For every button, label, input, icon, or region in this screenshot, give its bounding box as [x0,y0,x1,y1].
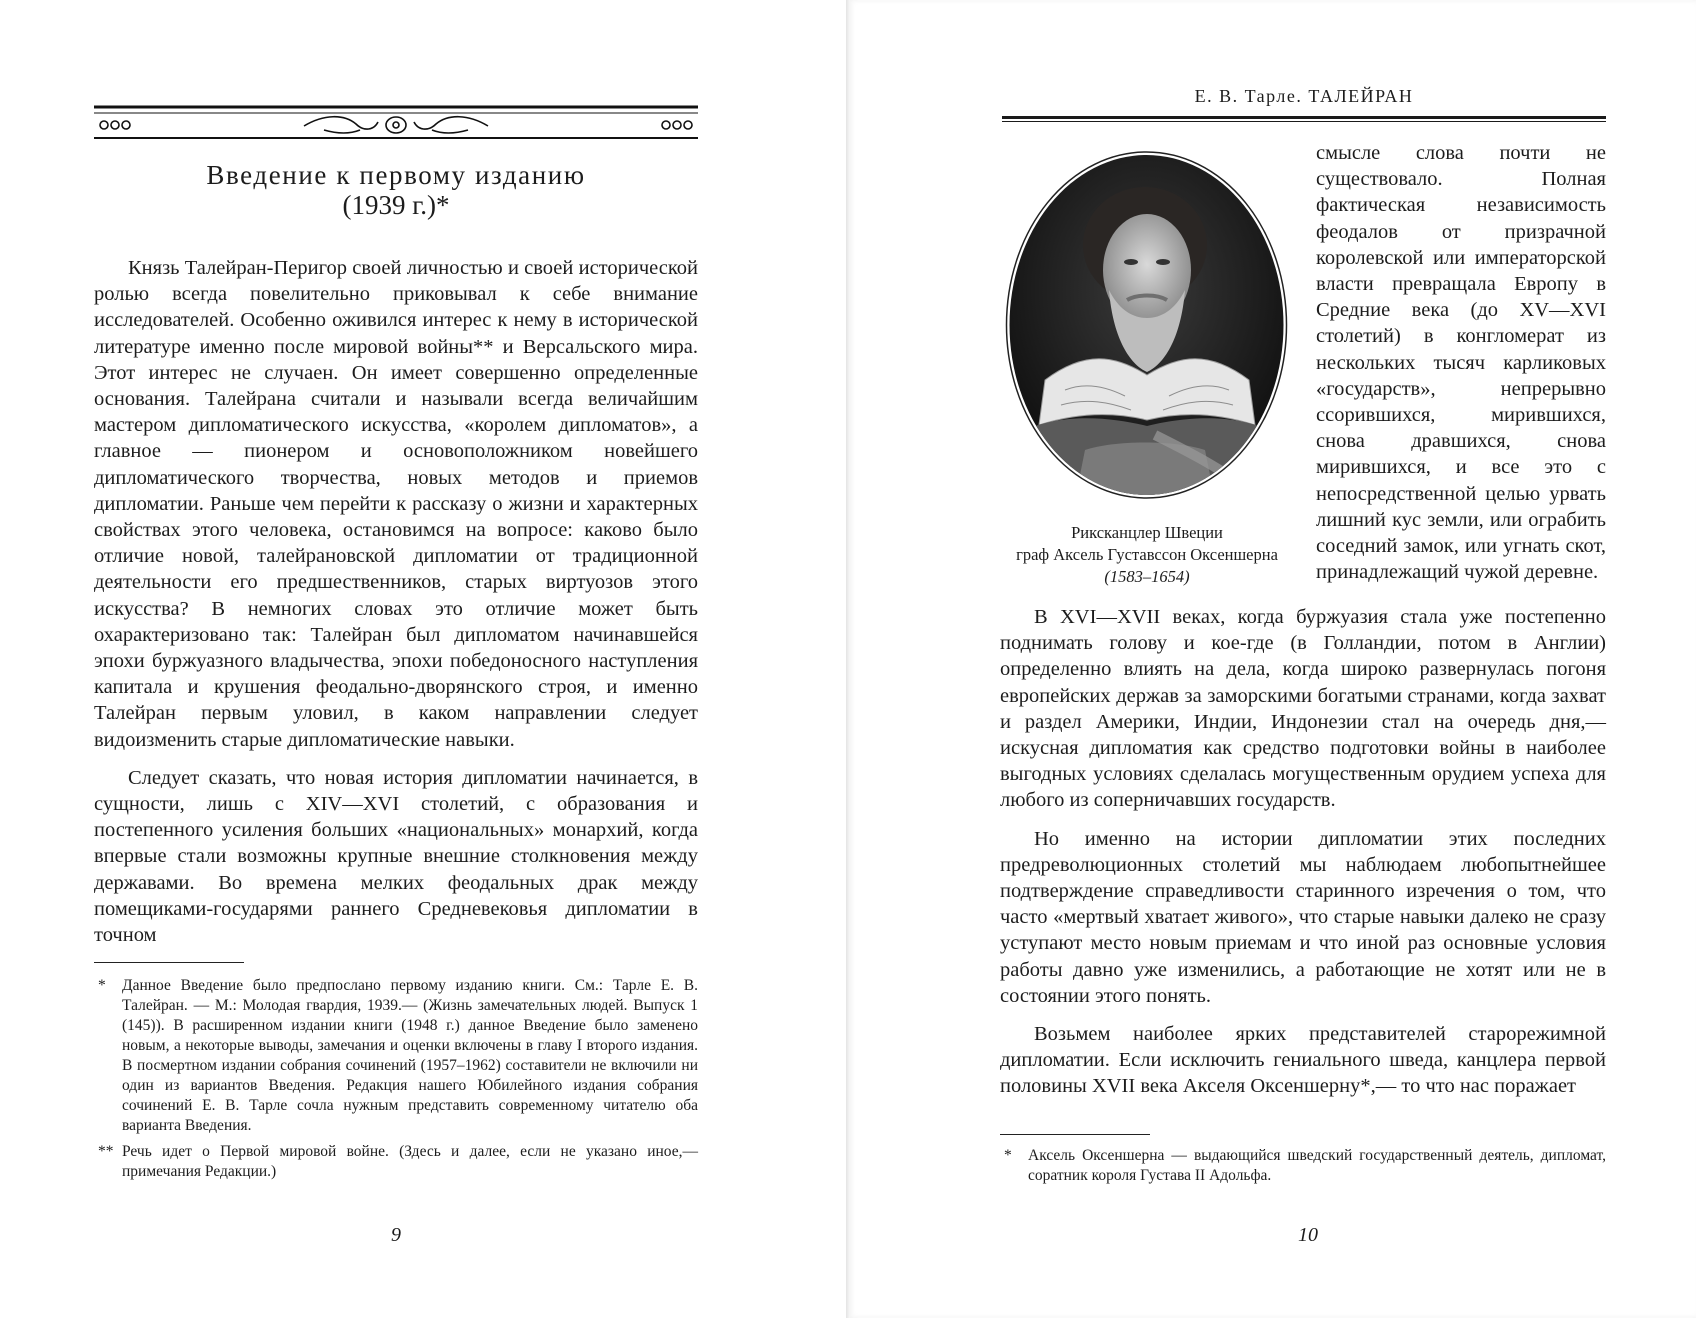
paragraph: В XVI—XVII веках, когда буржуазия стала уже постепенно поднимать голову и кое-где (в Голландии, потом в Англии) определенно влиять на дела, когда широко развернулась погоня европейских держав за заморскими богатыми странами, когда захват и раздел Америки, Индии, Индонезии стал на очередь дня,— искусная дипломатия как средство подготовки войны в наиболее выгодных условиях сделалась могущественным орудием успеха для любого из соперничавших государств. [1000,606,1606,812]
footnote [94,1142,698,1182]
header-rule-thin [1002,121,1606,122]
footnote-text: Данное Введение было предпослано первому изданию книги. См.: Тарле Е. В. Талейран. — М.: Молодая гвардия, 1939.— (Жизнь замечательных людей. Выпуск 1 (145)). В расширенном издании книги (1948 г.) данное Введение было заменено новым, а некоторые выводы, замечания и оценки включены в главу I второго издания. В посмертном издании собрания сочинений (1957–1962) составители не включили ни один из вариантов Введения. Редакция нашего Юбилейного издания собрания сочинений Е. В. Тарле сочла нужным представить современному читателю оба варианта Введения. [122,977,698,1134]
right-body-text [1000,604,1606,1112]
footnote-text: Аксель Оксеншерна — выдающийся шведский государственный деятель, дипломат, соратник короля Густава II Адольфа. [1028,1147,1606,1184]
caption-line: Риксканцлер Швеции [1071,523,1223,542]
footnote-mark: * [98,977,106,994]
book-gutter [846,0,850,1318]
footnote-rule [94,962,244,963]
footnote [1000,1146,1606,1186]
right-footnotes [1000,1146,1606,1192]
footnote-rule [1000,1134,1150,1135]
paragraph: Следует сказать, что новая история дипломатии начинается, в сущности, лишь с XIV—XVI столетий, с образования и постепенного усиления больших «национальных» монархий, когда впервые стали возможны крупные внешние столкновения между державами. Во времена мелких феодальных драк между помещиками-государями раннего Средневековья дипломатии в точном [94,766,698,947]
paragraph: Но именно на истории дипломатии этих последних предреволюционных столетий мы наблюдаем любопытнейшее подтверждение справедливости старинного изречения о том, что часто «мертвый хватает живого», что старые навыки далеко не сразу уступают место новым приемам и что иной раз основные условия работы давно уже изменились, а работающие не хотят или не в состоянии этого понять. [1000,827,1606,1007]
footnote-text: Речь идет о Первой мировой войне. (Здесь и далее, если не указано иное,— примечания Редакции.) [122,1143,698,1180]
caption-line: граф Аксель Густавссон Оксеншерна [1016,545,1278,564]
page-number-left: 9 [391,1224,401,1246]
paragraph: смысле слова почти не существовало. Полная фактическая независимость феодалов от призрачной королевской или императорской власти превращала Европу в Средние века (до XV—XVI столетий) в конгломерат из нескольких тысяч карликовых «государств», непрерывно ссорившихся, мирившихся, снова дравшихся, снова мирившихся, и все это с непосредственной целью урвать лишний кус земли, или ограбить соседний замок, или угнать скот, принадлежащий чужой деревне. [1316,142,1606,584]
paragraph: Возьмем наиболее ярких представителей старорежимной дипломатии. Если исключить гениального шведа, канцлера первой половины XVII века Акселя Оксеншерну*,— то что нас поражает [1000,1023,1606,1098]
chapter-year: (1939 г.)* [342,190,450,220]
ornament-divider-icon [94,104,698,144]
portrait-caption [982,522,1312,588]
footnote [94,976,698,1136]
right-side-text [1316,140,1606,597]
left-body-text [94,255,698,960]
chapter-title: Введение к первому изданию [206,160,586,190]
footnote-mark: ** [98,1143,114,1160]
portrait-engraving-icon [1005,150,1288,500]
footnote-mark: * [1004,1147,1012,1164]
caption-dates: (1583–1654) [1104,567,1190,586]
left-footnotes [94,976,698,1188]
paragraph: Князь Талейран-Перигор своей личностью и своей исторической ролью всегда повелительно приковывал к себе внимание исследователей. Особенно оживился интерес к нему в исторической литературе именно после мировой войны** и Версальского мира. Этот интерес не случаен. Он имеет совершенно определенные основания. Талейрана считали и называли всегда величайшим мастером дипломатического искусства, «королем дипломатов», а главное — пионером и основоположником новейшего дипломатического творчества, новых методов и приемов дипломатии. Раньше чем перейти к рассказу о жизни и характерных свойствах этого человека, остановимся на вопросе: каково было отличие новой, талейрановской дипломатии от традиционной деятельности его предшественников, старых виртуозов этого искусства? В немногих словах это отличие может быть охарактеризовано так: Талейран был дипломатом начинавшейся эпохи буржуазного владычества, эпохи победоносного наступления капитала и крушения феодально-дворянского строя, и именно Талейран первым уловил, в каком направлении следует видоизменить старые дипломатические навыки. [94,257,698,751]
header-rule [1002,116,1606,119]
running-head: Е. В. Тарле. ТАЛЕЙРАН [1194,86,1414,106]
page-number-right: 10 [1298,1224,1318,1246]
